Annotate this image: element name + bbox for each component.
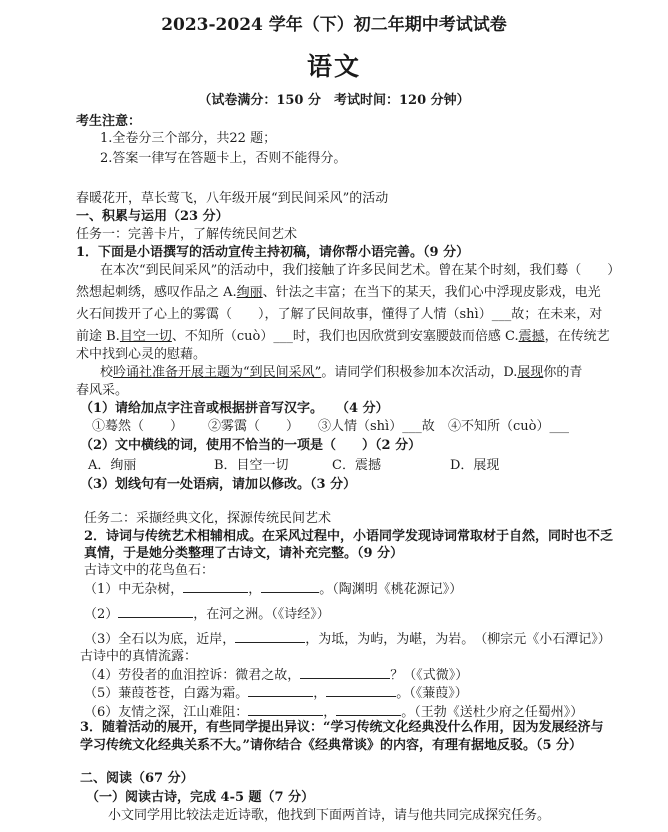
sub1-option-1: ①蓦然（ ）: [92, 419, 184, 434]
fill-line-4: （4）劳役者的血泪控诉：微君之故， ？（《式微》）: [84, 668, 469, 683]
exam-meta: （试卷满分：150 分 考试时间：120 分钟）: [198, 93, 470, 108]
question-2-line-1: 2．诗词与传统艺术相辅相成。在采风过程中，小语同学发现诗词常取材于自然，同时也不乏: [84, 529, 614, 544]
notice-heading: 考生注意：: [76, 114, 142, 129]
sub-question-1: （1）请给加点字注音或根据拼音写汉字。 （4 分）: [80, 401, 389, 416]
question-2-line-2: 真情，于是她分类整理了古诗文，请补充完整。（9 分）: [84, 546, 404, 561]
sub1-option-4: ④不知所（cuò）___: [448, 419, 569, 434]
passage-line-6: 校吟诵社准备开展主题为“到民间采风”。请同学们积极参加本次活动，D.展现你的青: [100, 365, 583, 380]
fill-line-2: （2） ，在河之洲。（《诗经》）: [84, 607, 330, 622]
notice-item-1: 1.全卷分三个部分，共22 题；: [100, 131, 277, 146]
task2-heading: 任务二：采撷经典文化，探源传统民间艺术: [84, 511, 332, 526]
passage-line-5: 术中找到心灵的慰藉。: [76, 347, 207, 362]
notice-item-2: 2.答案一律写在答题卡上，否则不能得分。: [100, 151, 347, 166]
passage-line-7: 春风采。: [76, 383, 129, 398]
fill-line-3: （3）全石以为底，近岸， ，为坻，为屿，为嵁，为岩。 （柳宗元《小石潭记》）: [84, 632, 611, 647]
fill-line-5: （5）蒹葭苍苍，白露为霜。 ， 。（《蒹葭》）: [84, 686, 468, 701]
part2-subheading: （一）阅读古诗，完成 4-5 题（7 分）: [86, 790, 315, 805]
fill-line-6: （6）友情之深，江山难阻： ， 。（王勃《送杜少府之任蜀州》）: [84, 705, 584, 720]
passage-line-2: 然想起刺绣，感叹作品之 A.绚丽、针法之丰富；在当下的某天，我们心中浮现皮影戏，电光: [76, 285, 601, 300]
task1-heading: 任务一：完善卡片，了解传统民间艺术: [76, 227, 298, 242]
sub2-option-c: C．震撼: [332, 458, 381, 473]
sub2-option-a: A．绚丽: [88, 458, 137, 473]
question-1: 1．下面是小语撰写的活动宣传主持初稿，请你帮小语完善。（9 分）: [76, 245, 470, 260]
question-3-line-1: 3．随着活动的展开，有些同学提出异议：“学习传统文化经典没什么作用，因为发展经济与: [80, 720, 604, 735]
sub-question-3: （3）划线句有一处语病，请加以修改。（3 分）: [80, 477, 357, 492]
intro-line: 春暖花开，草长莺飞，八年级开展“到民间采风”的活动: [76, 191, 389, 206]
part2-intro-line: 小文同学用比较法走近诗歌，他找到下面两首诗，请与他共同完成探究任务。: [108, 808, 551, 823]
category-1: 古诗文中的花鸟鱼石：: [84, 563, 215, 578]
passage-line-4: 前途 B.目空一切、不知所（cuò）___时，我们也因欣赏到安塞腰鼓而倍感 C.震撼，在传统艺: [76, 329, 610, 344]
question-3-line-2: 学习传统文化经典关系不大。”请你结合《经典常谈》的内容，有理有据地反驳。（5 分）: [80, 738, 583, 753]
exam-title: 2023-2024 学年（下）初二年期中考试试卷: [161, 15, 507, 35]
category-2: 古诗中的真情流露：: [80, 649, 198, 664]
sub1-option-2: ②雾霭（ ）: [208, 419, 300, 434]
sub-question-2: （2）文中横线的词，使用不恰当的一项是（ ）（2 分）: [80, 438, 422, 453]
sub1-option-3: ③人情（shì）___故: [318, 419, 435, 434]
exam-subject: 语文: [306, 52, 361, 81]
sub2-option-b: B．目空一切: [214, 458, 289, 473]
passage-line-3: 火石间拨开了心上的雾霭（ ），了解了民间故事，懂得了人情（shì）___故；在未来，对: [76, 307, 603, 322]
part2-heading: 二、阅读（67 分）: [80, 771, 194, 786]
passage-line-1: 在本次“到民间采风”的活动中，我们接触了许多民间艺术。曾在某个时刻，我们蓦（ ）: [100, 263, 621, 278]
part1-heading: 一、积累与运用（23 分）: [76, 209, 229, 224]
sub2-option-d: D．展现: [450, 458, 500, 473]
fill-line-1: （1）中无杂树， ， 。（陶渊明《桃花源记》）: [84, 582, 463, 597]
